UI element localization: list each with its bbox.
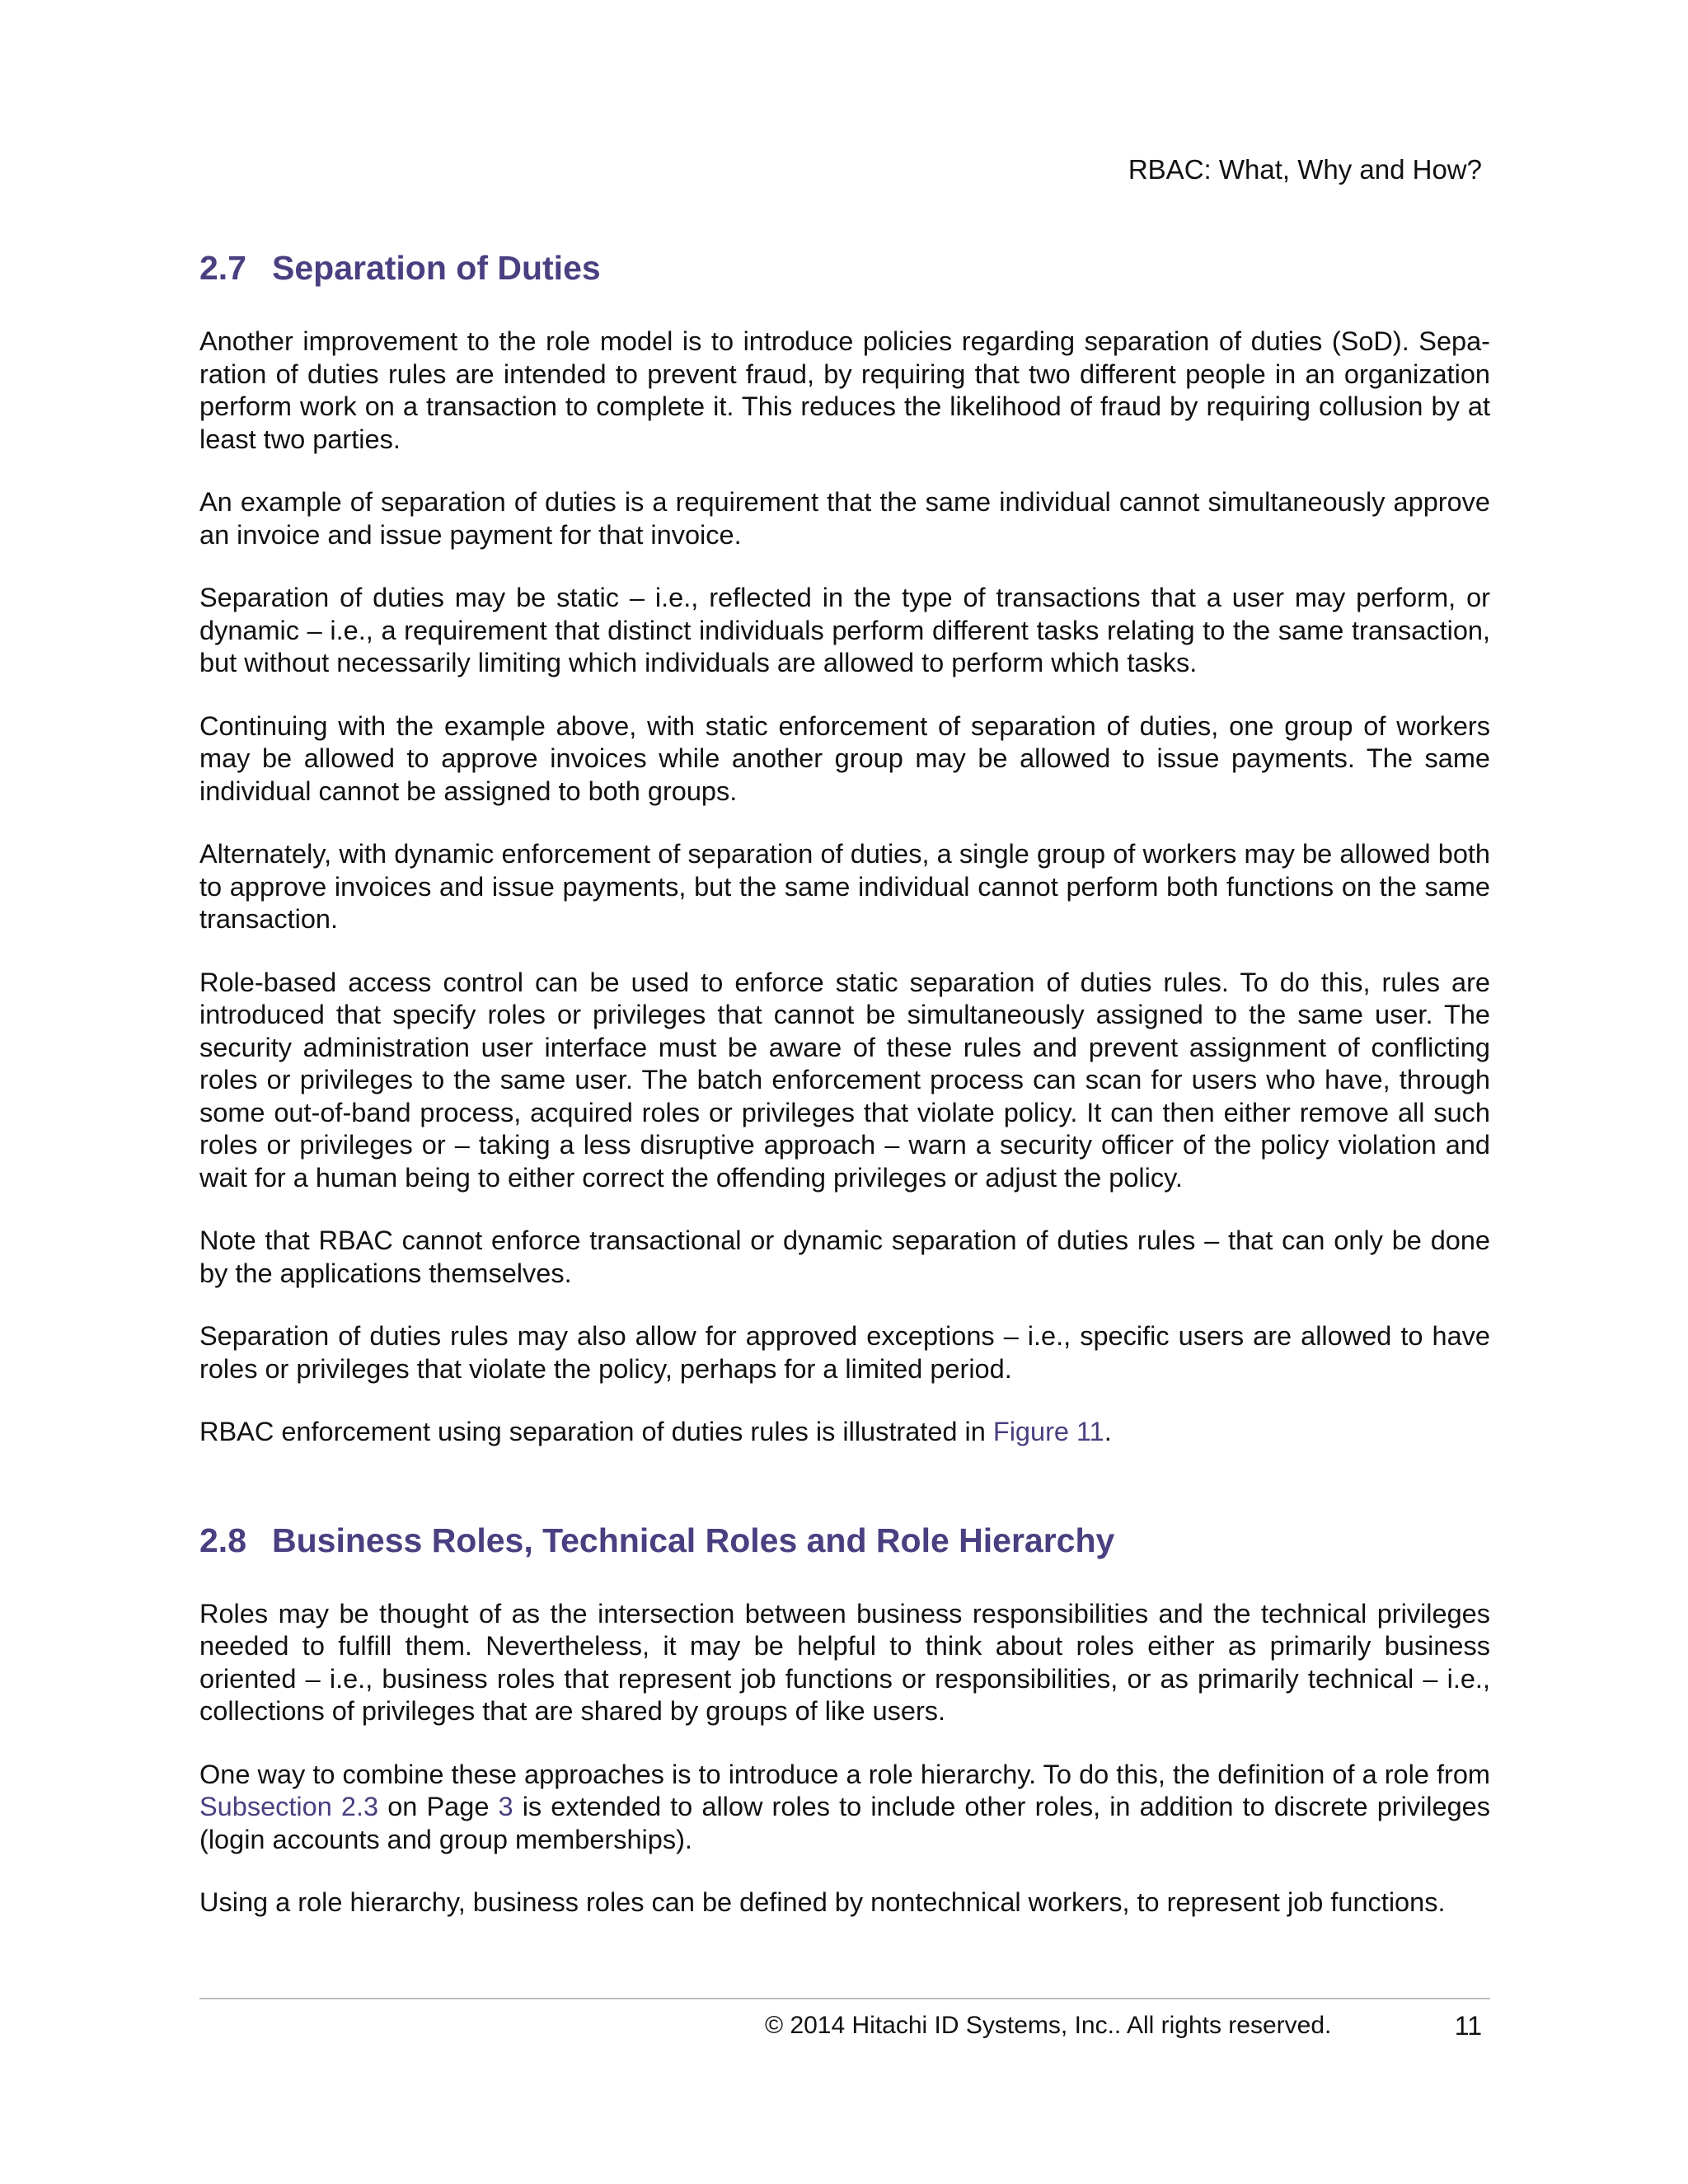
figure-ref-text: RBAC enforcement using separation of duties rules is illustrated in — [199, 1417, 993, 1446]
section-number: 2.8 — [199, 1521, 246, 1559]
section-number: 2.7 — [199, 249, 246, 287]
hierarchy-text-start: One way to combine these approaches is to introduce a role hierarchy. To do this, the definition of a role from — [199, 1759, 1490, 1789]
hierarchy-text-middle: on Page — [378, 1792, 499, 1821]
paragraph-sod-static-dynamic: Separation of duties may be static – i.e., reflected in the type of transactions that a user may perform, or dynamic – i.e., a requirement that distinct individuals perform different tasks relating to the same transaction, but without necessarily limiting which individuals are allowed to perform which tasks. — [199, 583, 1490, 677]
page-footer — [199, 2009, 1490, 2042]
paragraph-role-hierarchy — [199, 1759, 1490, 1857]
hierarchy-text-end: is extended to allow roles to include other roles, in addition to discrete privileges (login accounts and group memberships). — [199, 1792, 1491, 1854]
paragraph-rbac-limits: Note that RBAC cannot enforce transactional or dynamic separation of duties rules – that can only be done by the applications themselves. — [199, 1226, 1490, 1288]
figure-ref-end: . — [1104, 1417, 1112, 1446]
page-3-link[interactable]: 3 — [498, 1792, 513, 1821]
running-header: RBAC: What, Why and How? — [1128, 154, 1482, 185]
page-number: 11 — [1454, 2011, 1482, 2041]
figure-11-link[interactable]: Figure 11 — [992, 1417, 1104, 1446]
section-heading-2-8 — [199, 1520, 1490, 1561]
paragraph-sod-exceptions: Separation of duties rules may also allow for approved exceptions – i.e., specific users are allowed to have roles or privileges that violate the policy, perhaps for a limited period. — [199, 1321, 1490, 1384]
paragraph-rbac-enforcement: Role-based access control can be used to enforce static separation of duties rules. To do this, rules are introduced that specify roles or privileges that cannot be simultaneously assigned to the same user. The security administration user interface must be aware of these rules and prevent assignment of conflicting roles or privileges to the same user. The batch enforcement process can scan for users who have, through some out-of-band process, acquired roles or privileges that violate policy. It can then either remove all such roles or privileges or – taking a less disruptive approach – warn a security officer of the policy violation and wait for a human being to either correct the offending privileges or adjust the policy. — [199, 967, 1490, 1193]
paragraph-figure-reference — [199, 1416, 1490, 1449]
paragraph-sod-static-example: Continuing with the example above, with static enforcement of separation of duties, one group of workers may be allowed to approve invoices while another group may be allowed to issue payments. The same individual cannot be assigned to both groups. — [199, 710, 1490, 806]
footer-divider — [199, 1998, 1490, 1999]
section-title: Separation of Duties — [272, 249, 601, 287]
paragraph-roles-intersection: Roles may be thought of as the intersection between business responsibilities and the technical privileges needed to fulfill them. Nevertheless, it may be helpful to think about roles either as primarily business oriented – i.e., business roles that represent job functions or responsibilities, or as primarily technical – i.e., collections of privileges that are shared by groups of like users. — [199, 1598, 1490, 1726]
paragraph-sod-dynamic-example: Alternately, with dynamic enforcement of separation of duties, a single group of workers may be allowed both to approve invoices and issue payments, but the same individual cannot perform both functions on the same transaction. — [199, 839, 1490, 934]
paragraph-sod-example: An example of separation of duties is a requirement that the same individual cannot simultaneously approve an invoice and issue payment for that invoice. — [199, 487, 1490, 550]
copyright-notice: © 2014 Hitachi ID Systems, Inc.. All rights reserved. — [765, 2012, 1332, 2039]
page-content — [199, 247, 1490, 1919]
section-title: Business Roles, Technical Roles and Role Hierarchy — [272, 1521, 1115, 1559]
paragraph-business-roles: Using a role hierarchy, business roles can be defined by nontechnical workers, to represent job functions. — [199, 1887, 1446, 1917]
paragraph-sod-intro: Another improvement to the role model is to introduce policies regarding separation of duties (SoD). Sepa-ration of duties rules are intended to prevent fraud, by requiring that two different people in an organization perform work on a transaction to complete it. This reduces the likelihood of fraud by requiring collusion by at least two parties. — [199, 326, 1490, 454]
subsection-2-3-link[interactable]: Subsection 2.3 — [199, 1792, 379, 1821]
section-heading-2-7 — [199, 247, 1490, 288]
